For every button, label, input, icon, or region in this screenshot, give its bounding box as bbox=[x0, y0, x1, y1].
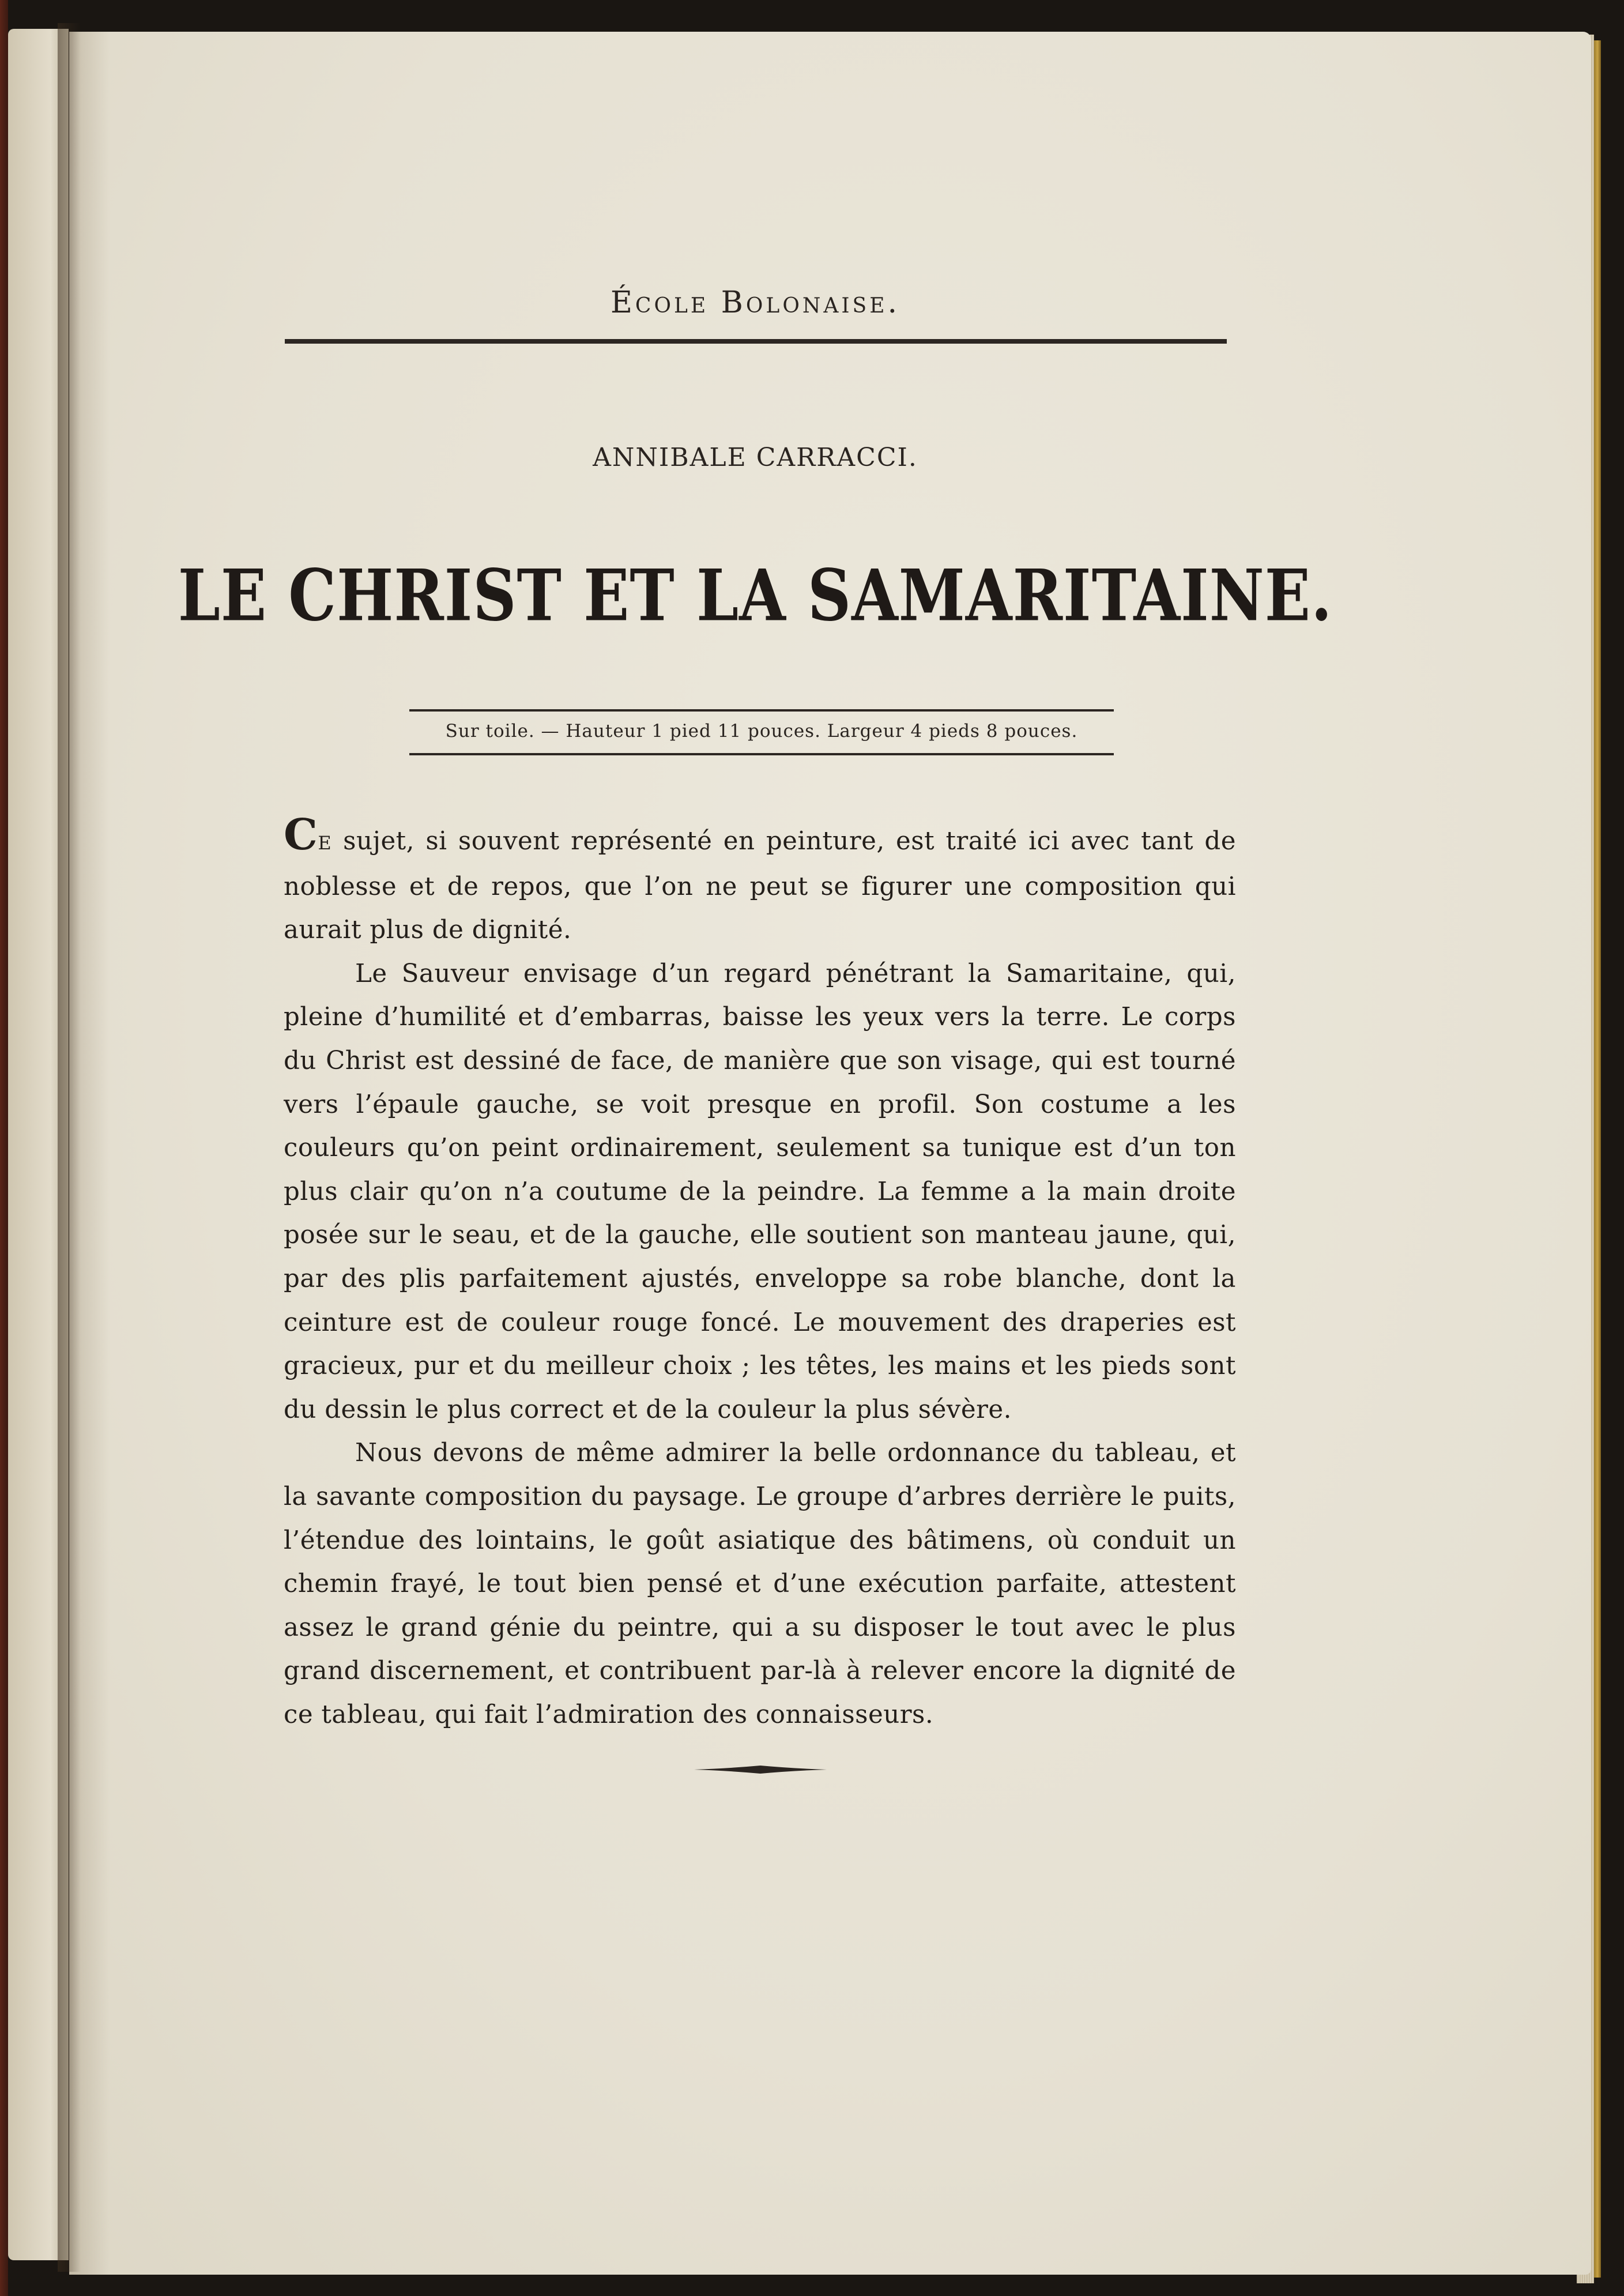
gilt-edge bbox=[1594, 40, 1601, 2278]
heading-rule bbox=[285, 339, 1227, 344]
book-binding bbox=[0, 0, 8, 2296]
drop-cap-rest: E bbox=[318, 832, 332, 854]
school-heading: École Bolonaise. bbox=[610, 285, 900, 320]
author-name: ANNIBALE CARRACCI. bbox=[593, 443, 918, 472]
page-title: LE CHRIST ET LA SAMARITAINE. bbox=[178, 554, 1333, 638]
paragraph-2: Le Sauveur envisage d’un regard pénétrant la Samaritaine, qui, pleine d’humilité et d’embarras, baisse les yeux vers la terre. Le corps du Christ est dessiné de face, de manière que son visage, qui est tourné vers l’épaule gauche, se voit presque en profil. Son costume a les couleurs qu’on peint ordinairement, seulement sa tunique est d’un ton plus clair qu’on n’a coutume de la peindre. La femme a la main droite posée sur le seau, et de la gauche, elle soutient son manteau jaune, qui, par des plis parfaitement ajustés, enveloppe sa robe blanche, dont la ceinture est de couleur rouge foncé. Le mouvement des draperies est gracieux, pur et du meilleur choix ; les têtes, les mains et les pieds sont du dessin le plus correct et de la couleur la plus sévère. bbox=[284, 959, 1236, 1424]
paragraph-1-text: sujet, si souvent représenté en peinture, est traité ici avec tant de noblesse et de repos, que l’on ne peut se figurer une composition qui aurait plus de dignité. bbox=[284, 827, 1236, 945]
dimensions-rule-bottom bbox=[409, 753, 1114, 755]
paragraph-3: Nous devons de même admirer la belle ordonnance du tableau, et la savante composition du paysage. Le groupe d’arbres derrière le puits, l’étendue des lointains, le goût asiatique des bâtimens, où conduit un chemin frayé, le tout bien pensé et d’une exécution parfaite, attestent assez le grand génie du peintre, qui a su disposer le tout avec le plus grand discernement, et contribuent par-là à relever encore la dignité de ce tableau, qui fait l’admiration des connaisseurs. bbox=[284, 1439, 1236, 1729]
body-text bbox=[284, 810, 1236, 1737]
dimensions-rule-top bbox=[409, 709, 1114, 712]
drop-cap: C bbox=[284, 810, 318, 860]
gutter-shadow bbox=[58, 23, 81, 2272]
dimensions-note: Sur toile. — Hauteur 1 pied 11 pouces. Largeur 4 pieds 8 pouces. bbox=[445, 721, 1078, 742]
end-ornament bbox=[694, 1761, 827, 1778]
paragraph-1 bbox=[284, 810, 1236, 953]
